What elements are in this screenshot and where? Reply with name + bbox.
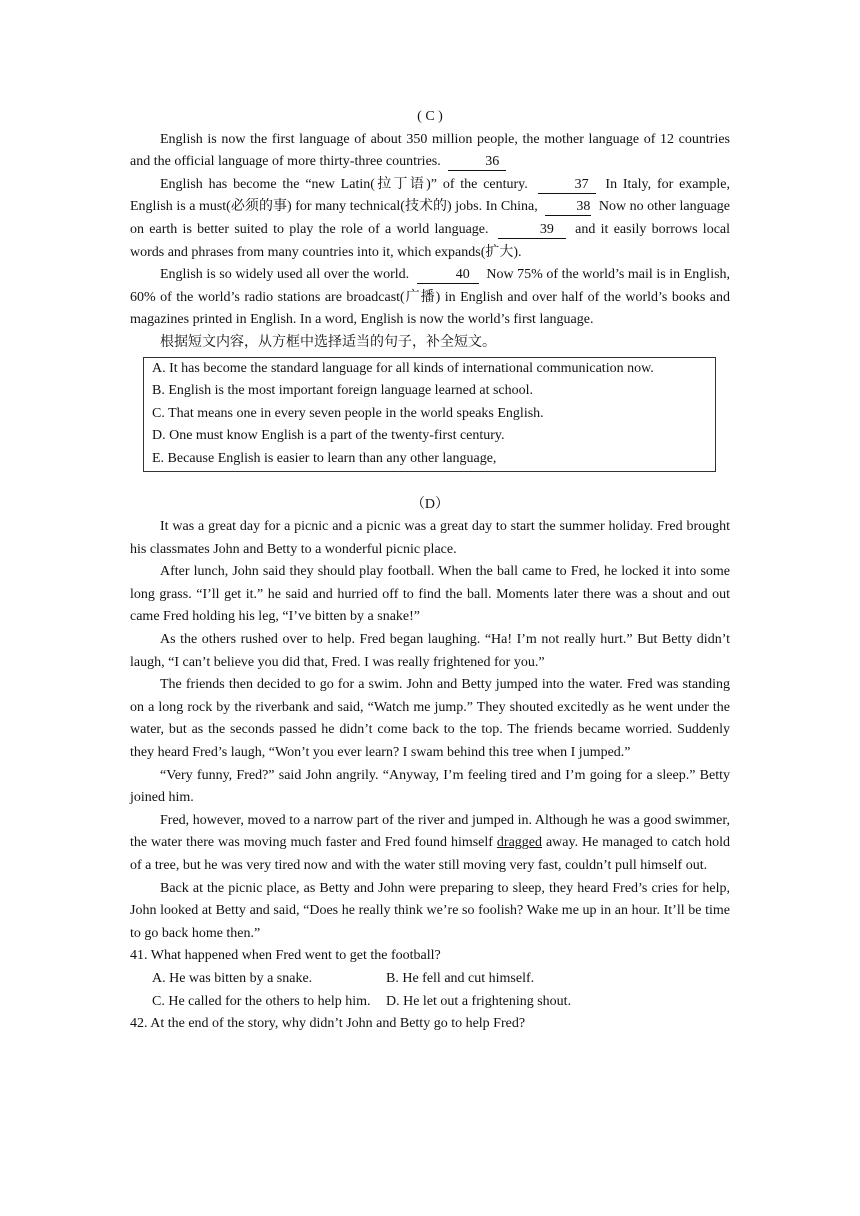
section-d-paragraph-4: The friends then decided to go for a swim. John and Betty jumped into the water. Fred was standing on a long rock by the riverbank and said, “Watch me jump.” They shouted excitedly as he went under the water, but as the seconds passed he didn’t come back to the top. The friends became worried. Suddenly they heard Fred’s laugh, “Won’t you ever learn? I swam behind this tree when I jumped.” xyxy=(130,677,730,761)
section-c-paragraph-3 xyxy=(130,264,730,332)
paragraph-text: English is now the first language of about 350 million people, the mother language of 12 countries and the official language of more thirty-three countries. xyxy=(130,131,730,170)
paragraph-text: In Italy, for example, English is a must(必须的事) for many technical(技术的) jobs. In China, xyxy=(130,176,730,215)
section-d-paragraph-7: Back at the picnic place, as Betty and John were preparing to sleep, they heard Fred’s cries for help, John looked at Betty and said, “Does he really think we’re so foolish? Wake me up in an hour. It’ll be time to go back home then.” xyxy=(130,880,730,941)
instruction-text: 根据短文内容，从方框中选择适当的句子，补全短文。 xyxy=(160,334,496,350)
document-page xyxy=(130,106,730,1036)
section-c-heading: ( C ) xyxy=(417,109,443,124)
question-42: 42. At the end of the story, why didn’t John and Betty go to help Fred? xyxy=(130,1016,526,1032)
section-c-paragraph-1 xyxy=(130,129,730,174)
section-d-paragraph-6 xyxy=(130,810,730,878)
question-41-options-row-2 xyxy=(130,991,730,1014)
question-41-option-b: B. He fell and cut himself. xyxy=(386,970,535,986)
question-41-options-row-1 xyxy=(130,968,730,991)
option-a: A. It has become the standard language for all kinds of international communication now. xyxy=(152,360,654,376)
section-c-paragraph-2 xyxy=(130,174,730,264)
paragraph-text: English has become the “new Latin(拉丁语)” of the century. xyxy=(160,176,528,192)
question-41-option-d: D. He let out a frightening shout. xyxy=(386,993,572,1009)
section-spacer xyxy=(130,472,730,494)
blank-38: 38 xyxy=(545,199,591,216)
question-41: 41. What happened when Fred went to get the football? xyxy=(130,948,441,964)
options-box xyxy=(143,357,716,472)
question-41-option-c: C. He called for the others to help him. xyxy=(152,993,371,1009)
section-d-paragraph-2: After lunch, John said they should play football. When the ball came to Fred, he locked it into some long grass. “I’ll get it.” he said and hurried off to find the ball. Moments later there was a shout and out came Fred holding his leg, “I’ve bitten by a snake!” xyxy=(130,564,730,625)
option-d: D. One must know English is a part of the twenty-first century. xyxy=(152,428,505,444)
option-e: E. Because English is easier to learn than any other language, xyxy=(152,450,497,466)
section-d-paragraph-5: “Very funny, Fred?” said John angrily. “Anyway, I’m feeling tired and I’m going for a sleep.” Betty joined him. xyxy=(130,767,730,806)
option-b: B. English is the most important foreign language learned at school. xyxy=(152,383,534,399)
blank-39: 39 xyxy=(498,222,566,239)
paragraph-text: away. He managed to catch hold of a tree, but he was very tired now and with the water still moving very fast, couldn’t pull himself out. xyxy=(130,835,730,873)
paragraph-text: Fred, however, moved to a narrow part of the river and jumped in. Although he was a good swimmer, the water there was moving much faster and Fred found himself xyxy=(130,812,730,851)
blank-40: 40 xyxy=(417,267,479,284)
option-c: C. That means one in every seven people in the world speaks English. xyxy=(152,405,544,421)
section-d-paragraph-1: It was a great day for a picnic and a picnic was a great day to start the summer holiday. Fred brought his classmates John and Betty to a wonderful picnic place. xyxy=(130,519,730,557)
paragraph-text: Now no other language on earth is better suited to play the role of a world language. xyxy=(130,199,731,237)
question-41-option-a: A. He was bitten by a snake. xyxy=(152,970,313,986)
blank-37: 37 xyxy=(538,177,596,194)
underlined-word: dragged xyxy=(496,835,542,851)
section-d-paragraph-3: As the others rushed over to help. Fred began laughing. “Ha! I’m not really hurt.” But Betty didn’t laugh, “I can’t believe you did that, Fred. I was really frightened for you.” xyxy=(130,632,730,670)
blank-36: 36 xyxy=(448,154,506,171)
paragraph-text: Now 75% of the world’s mail is in English, 60% of the world’s radio stations are broadcast(广播) in English and over half of the world’s books and magazines printed in English. In a word, English is now the world’s first language. xyxy=(130,267,731,328)
paragraph-text: and it easily borrows local words and phrases from many countries into it, which expands(扩大). xyxy=(130,221,731,260)
paragraph-text: English is so widely used all over the world. xyxy=(160,267,410,283)
section-d-heading: （D） xyxy=(410,496,450,512)
